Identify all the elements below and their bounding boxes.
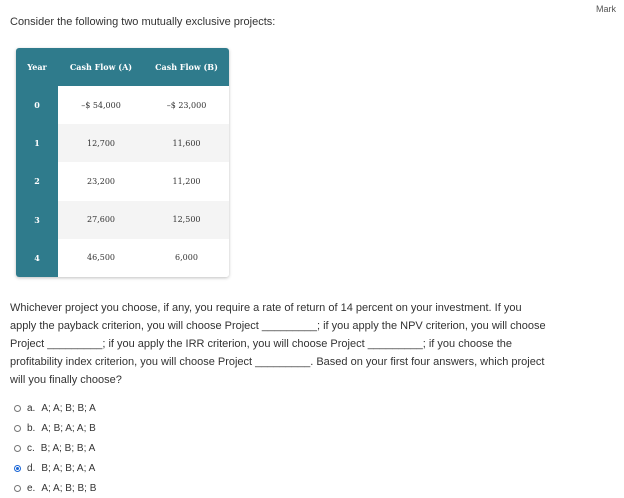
option-d[interactable]	[14, 458, 96, 478]
mark-label: Mark	[596, 4, 616, 14]
table-row	[16, 124, 229, 162]
cash-flow-a-cell: 46,500	[58, 239, 144, 277]
cash-flow-a-cell: 23,200	[58, 162, 144, 200]
question-line: will you finally choose?	[10, 374, 122, 386]
table-row	[16, 86, 229, 124]
option-letter: c.	[27, 442, 35, 454]
question-line: profitability index criterion, you will choose Project _________. Based on your first four answers, which project	[10, 356, 545, 368]
radio-button[interactable]	[14, 405, 21, 412]
header-year: Year	[16, 48, 58, 86]
answer-options	[14, 398, 96, 498]
year-cell: 1	[16, 124, 58, 162]
cash-flow-b-cell: –$ 23,000	[144, 86, 229, 124]
year-cell: 4	[16, 239, 58, 277]
year-cell: 3	[16, 201, 58, 239]
option-letter: a.	[27, 402, 36, 414]
option-b[interactable]	[14, 418, 96, 438]
header-cash-flow-b: Cash Flow (B)	[144, 48, 229, 86]
option-text: A; B; A; A; B	[41, 422, 96, 434]
year-cell: 2	[16, 162, 58, 200]
radio-button[interactable]	[14, 485, 21, 492]
question-line: Whichever project you choose, if any, you require a rate of return of 14 percent on your investment. If you	[10, 302, 522, 314]
option-text: B; A; B; A; A	[41, 462, 96, 474]
cash-flow-b-cell: 12,500	[144, 201, 229, 239]
cash-flow-b-cell: 11,600	[144, 124, 229, 162]
question-text	[10, 299, 570, 389]
table-header-row	[16, 48, 229, 86]
radio-button[interactable]	[14, 425, 21, 432]
cash-flow-b-cell: 6,000	[144, 239, 229, 277]
header-cash-flow-a: Cash Flow (A)	[58, 48, 144, 86]
table-row	[16, 239, 229, 277]
option-text: A; A; B; B; B	[41, 482, 97, 494]
option-letter: b.	[27, 422, 36, 434]
cash-flow-a-cell: 12,700	[58, 124, 144, 162]
option-a[interactable]	[14, 398, 96, 418]
cash-flow-a-cell: –$ 54,000	[58, 86, 144, 124]
radio-button-selected[interactable]	[14, 465, 21, 472]
cash-flow-a-cell: 27,600	[58, 201, 144, 239]
cash-flow-b-cell: 11,200	[144, 162, 229, 200]
question-line: Project _________; if you apply the IRR criterion, you will choose Project _________; if you choose the	[10, 338, 513, 350]
question-intro: Consider the following two mutually exclusive projects:	[10, 16, 276, 28]
table-row	[16, 201, 229, 239]
option-letter: d.	[27, 462, 36, 474]
option-c[interactable]	[14, 438, 96, 458]
table-row	[16, 162, 229, 200]
option-text: A; A; B; B; A	[41, 402, 96, 414]
option-e[interactable]	[14, 478, 96, 498]
year-cell: 0	[16, 86, 58, 124]
option-text: B; A; B; B; A	[40, 442, 96, 454]
question-line: apply the payback criterion, you will choose Project _________; if you apply the NPV criterion, you will choose	[10, 320, 546, 332]
cash-flow-table	[16, 48, 229, 277]
radio-button[interactable]	[14, 445, 21, 452]
option-letter: e.	[27, 482, 36, 494]
